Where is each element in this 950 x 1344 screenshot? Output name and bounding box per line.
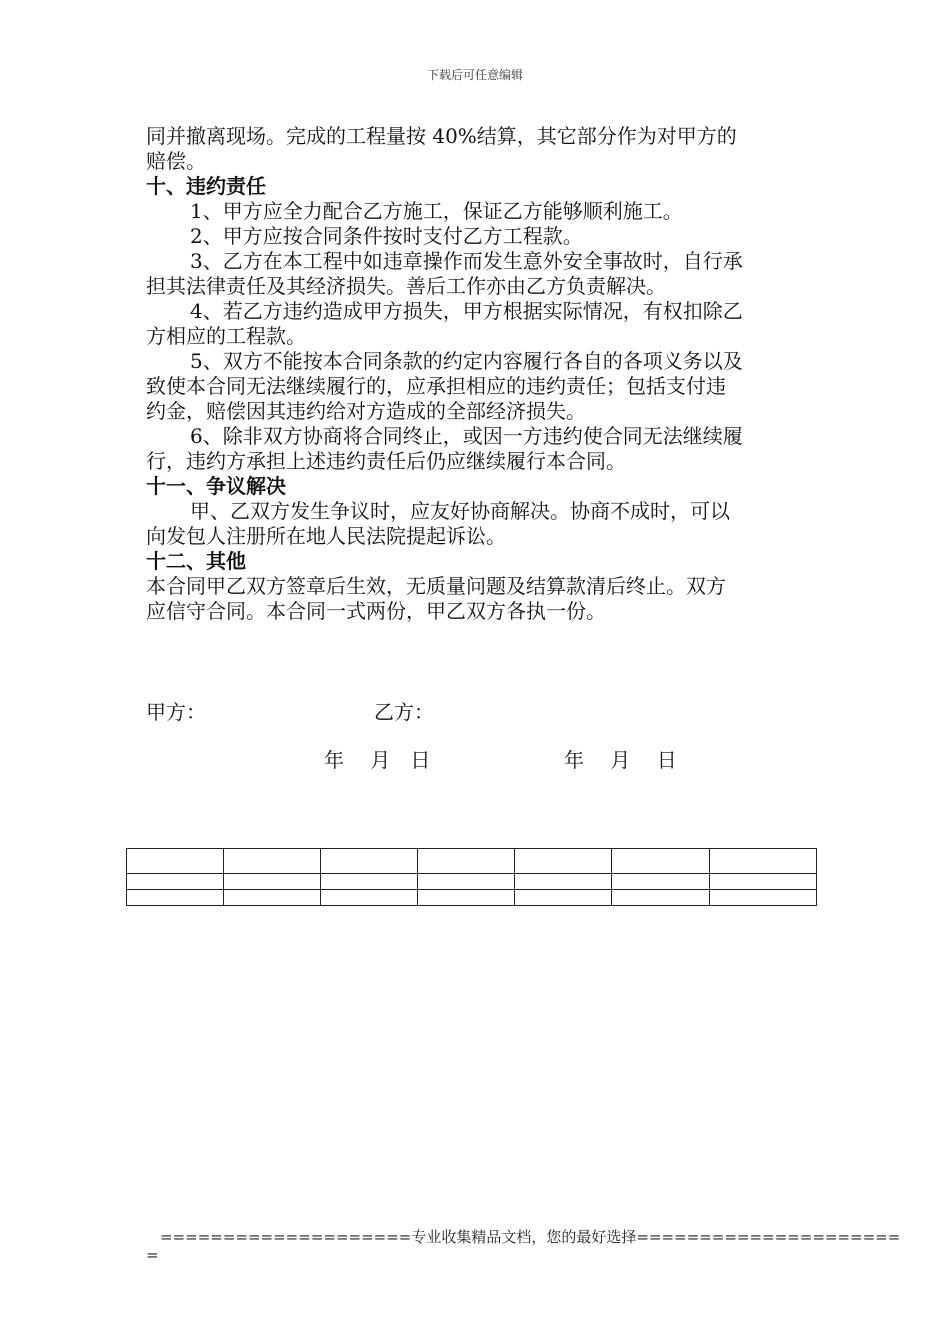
contract-body — [146, 124, 806, 624]
table-cell — [515, 890, 612, 906]
clause-breach-6: 6、除非双方协商将合同终止，或因一方违约使合同无法继续履 — [190, 424, 743, 448]
table-cell — [612, 874, 710, 890]
body-line-1: 同并撤离现场。完成的工程量按 40%结算，其它部分作为对甲方的 — [146, 124, 737, 148]
clause-breach-6-cont: 行，违约方承担上述违约责任后仍应继续履行本合同。 — [146, 449, 626, 473]
section-heading-breach: 十、违约责任 — [146, 174, 266, 198]
clause-breach-3-cont: 担其法律责任及其经济损失。善后工作亦由乙方负责解决。 — [146, 274, 666, 298]
table-cell — [710, 849, 817, 874]
date-b: 年 月 日 — [564, 748, 677, 772]
table-cell — [127, 849, 224, 874]
party-b-label: 乙方： — [374, 700, 434, 724]
table-cell — [418, 890, 515, 906]
table-cell — [321, 849, 418, 874]
clause-breach-2: 2、甲方应按合同条件按时支付乙方工程款。 — [190, 224, 583, 248]
body-line-2: 赔偿。 — [146, 149, 206, 173]
clause-breach-5-cont-1: 致使本合同无法继续履行的，应承担相应的违约责任；包括支付违 — [146, 374, 726, 398]
page-header: 下载后可任意编辑 — [426, 68, 523, 82]
clause-dispute: 甲、乙双方发生争议时，应友好协商解决。协商不成时，可以 — [190, 499, 730, 523]
table-cell — [224, 849, 321, 874]
table-cell — [710, 874, 817, 890]
clause-breach-1: 1、甲方应全力配合乙方施工，保证乙方能够顺利施工。 — [190, 199, 683, 223]
table-cell — [612, 890, 710, 906]
clause-breach-4-cont: 方相应的工程款。 — [146, 324, 306, 348]
clause-breach-5: 5、双方不能按本合同条款的约定内容履行各自的各项义务以及 — [190, 349, 743, 373]
table-cell — [321, 890, 418, 906]
clause-other-cont: 应信守合同。本合同一式两份，甲乙双方各执一份。 — [146, 599, 606, 623]
clause-breach-3: 3、乙方在本工程中如违章操作而发生意外安全事故时，自行承 — [190, 249, 743, 273]
footer-banner-cont: = — [146, 1246, 159, 1264]
table-cell — [127, 890, 224, 906]
table-row — [127, 890, 817, 906]
section-heading-other: 十二、其他 — [146, 549, 246, 573]
table-cell — [224, 890, 321, 906]
table-cell — [515, 849, 612, 874]
table-cell — [612, 849, 710, 874]
footer-banner: ====================专业收集精品文档，您的最好选择===================== — [160, 1228, 901, 1246]
clause-dispute-cont: 向发包人注册所在地人民法院提起诉讼。 — [146, 524, 506, 548]
table-cell — [321, 874, 418, 890]
table-cell — [224, 874, 321, 890]
table-row — [127, 849, 817, 874]
table-cell — [515, 874, 612, 890]
date-a: 年 月 日 — [324, 748, 431, 772]
table-cell — [710, 890, 817, 906]
table-cell — [418, 849, 515, 874]
table-cell — [127, 874, 224, 890]
table-row — [127, 874, 817, 890]
clause-breach-5-cont-2: 约金，赔偿因其违约给对方造成的全部经济损失。 — [146, 399, 586, 423]
clause-breach-4: 4、若乙方违约造成甲方损失，甲方根据实际情况，有权扣除乙 — [190, 299, 743, 323]
table-cell — [418, 874, 515, 890]
section-heading-dispute: 十一、争议解决 — [146, 474, 286, 498]
party-a-label: 甲方： — [146, 700, 206, 724]
clause-other: 本合同甲乙双方签章后生效，无质量问题及结算款清后终止。双方 — [146, 574, 726, 598]
blank-table — [126, 848, 817, 906]
